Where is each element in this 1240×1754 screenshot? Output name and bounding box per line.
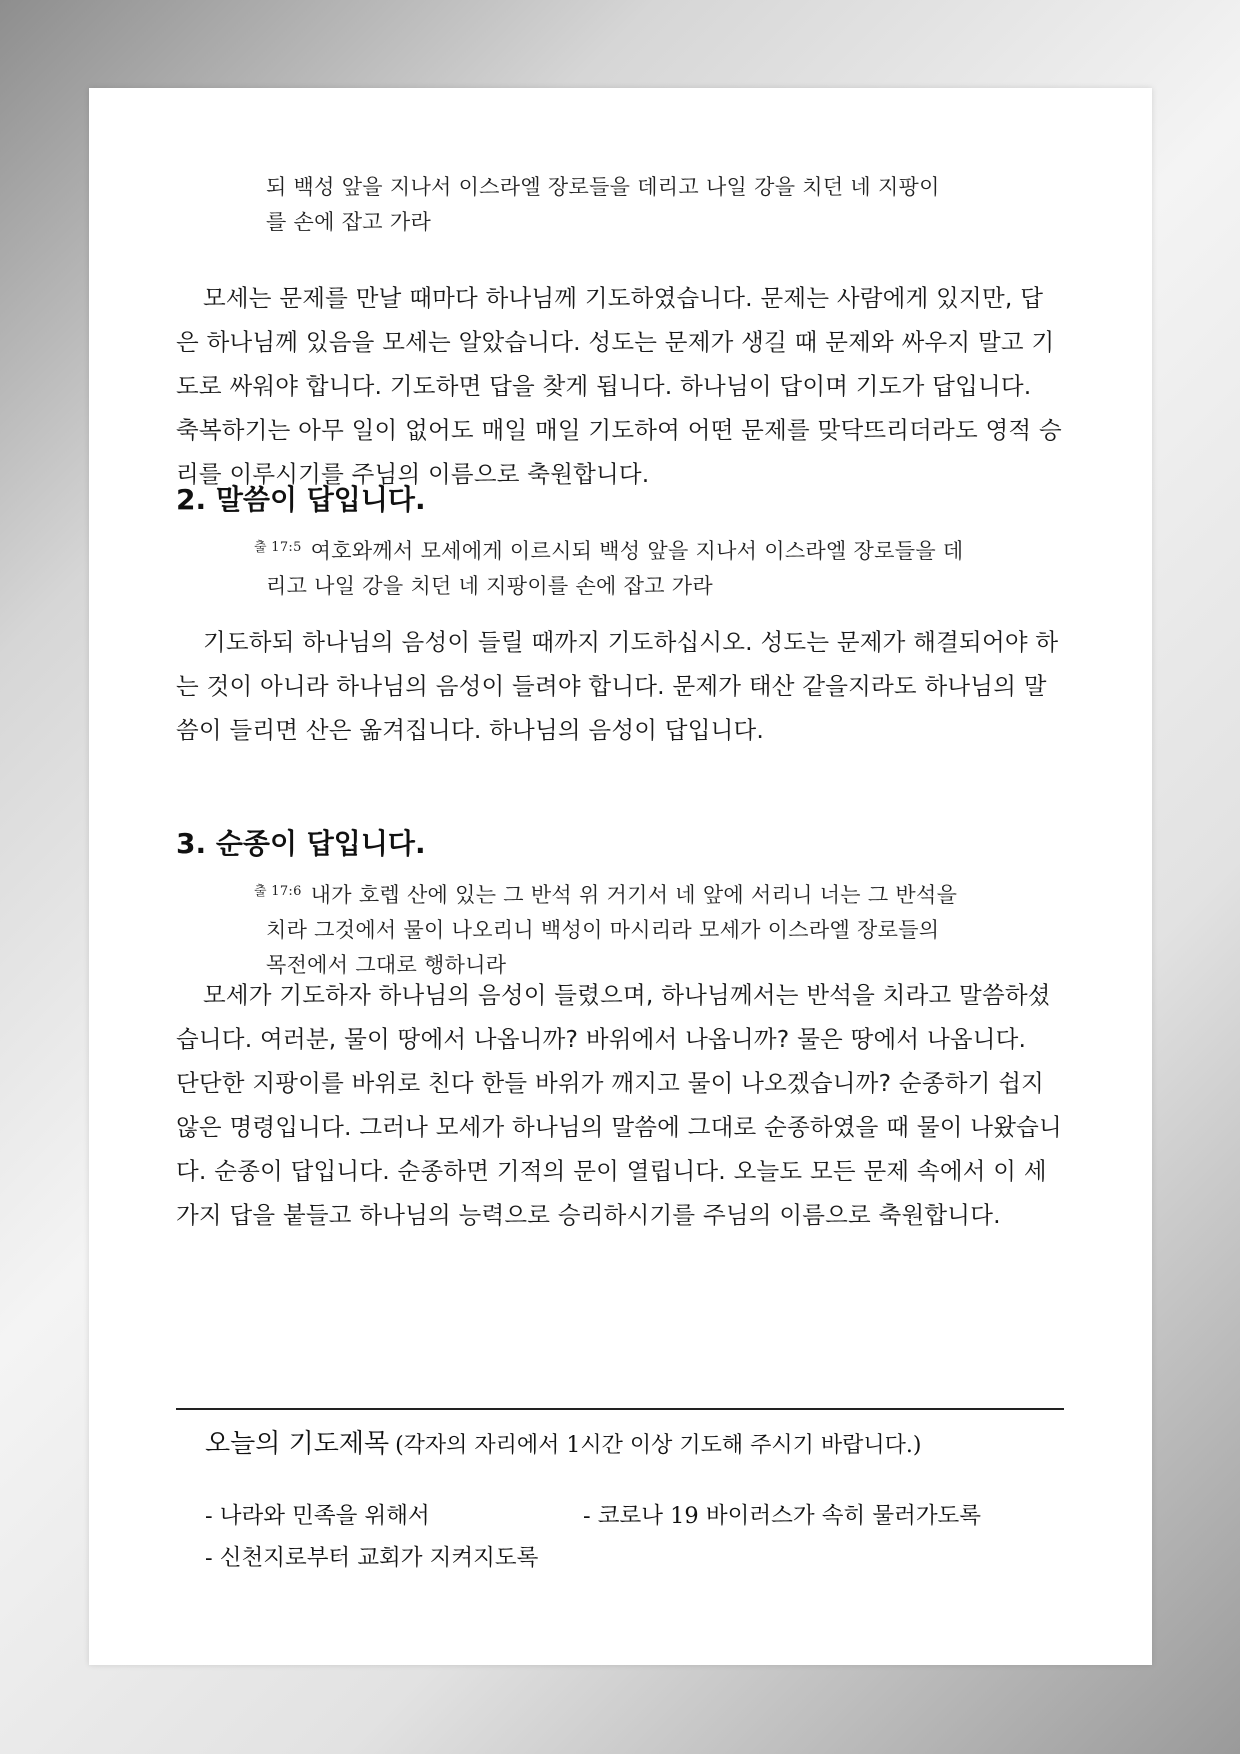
paragraph-line: 기도하되 하나님의 음성이 들릴 때까지 기도하십시오. 성도는 문제가 해결되어야 하 <box>203 628 1059 656</box>
quote-line: 목전에서 그대로 행하니라 <box>266 953 507 977</box>
paragraph-line: 도로 싸워야 합니다. 기도하면 답을 찾게 됩니다. 하나님이 답이며 기도가 답입니다. <box>176 372 1032 400</box>
prayer-topics-title <box>205 1424 922 1467</box>
paragraph-line: 리를 이루시기를 주님의 이름으로 축원합니다. <box>176 460 650 488</box>
prayer-item: - 신천지로부터 교회가 지켜지도록 <box>205 1545 539 1571</box>
scripture-quote-exodus-17-5 <box>254 530 1074 604</box>
paragraph-line: 모세는 문제를 만날 때마다 하나님께 기도하였습니다. 문제는 사람에게 있지만, 답 <box>203 284 1044 312</box>
paragraph-line: 다. 순종이 답입니다. 순종하면 기적의 문이 열립니다. 오늘도 모든 문제 속에서 이 세 <box>176 1157 1047 1185</box>
quote-line: 리고 나일 강을 치던 네 지팡이를 손에 잡고 가라 <box>266 574 713 598</box>
paragraph-line: 가지 답을 붙들고 하나님의 능력으로 승리하시기를 주님의 이름으로 축원합니다. <box>176 1201 1001 1229</box>
paragraph-line: 않은 명령입니다. 그러나 모세가 하나님의 말씀에 그대로 순종하였을 때 물이 나왔습니 <box>176 1113 1062 1141</box>
prayer-subtitle: (각자의 자리에서 1시간 이상 기도해 주시기 바랍니다.) <box>395 1433 922 1458</box>
paragraph-line: 습니다. 여러분, 물이 땅에서 나옵니까? 바위에서 나옵니까? 물은 땅에서 나옵니다. <box>176 1025 1027 1053</box>
paragraph-word-answer <box>176 620 1066 752</box>
verse-reference: 출 17:6 <box>254 884 302 899</box>
paragraph-line: 씀이 들리면 산은 옮겨집니다. 하나님의 음성이 답입니다. <box>176 716 765 744</box>
scripture-quote-exodus-17-6 <box>254 874 1074 983</box>
section-heading-3: 3. 순종이 답입니다. <box>176 827 426 860</box>
paragraph-line: 모세가 기도하자 하나님의 음성이 들렸으며, 하나님께서는 반석을 치라고 말씀하셨 <box>203 981 1051 1009</box>
paragraph-line: 축복하기는 아무 일이 없어도 매일 매일 기도하여 어떤 문제를 맞닥뜨리더라도 영적 승 <box>176 416 1062 444</box>
paragraph-line: 단단한 지팡이를 바위로 친다 한들 바위가 깨지고 물이 나오겠습니까? 순종하기 쉽지 <box>176 1069 1045 1097</box>
paragraph-prayer-answer <box>176 276 1066 496</box>
verse-reference: 출 17:5 <box>254 540 302 555</box>
section-divider <box>176 1408 1064 1410</box>
quote-line: 내가 호렙 산에 있는 그 반석 위 거기서 네 앞에 서리니 너는 그 반석을 <box>310 883 958 907</box>
document-page <box>89 88 1152 1665</box>
quote-line: 되 백성 앞을 지나서 이스라엘 장로들을 데리고 나일 강을 치던 네 지팡이 <box>266 175 940 199</box>
quote-line: 를 손에 잡고 가라 <box>266 210 432 234</box>
section-heading-2: 2. 말씀이 답입니다. <box>176 483 426 516</box>
quote-line: 여호와께서 모세에게 이르시되 백성 앞을 지나서 이스라엘 장로들을 데 <box>310 539 964 563</box>
prayer-item: - 코로나 19 바이러스가 속히 물러가도록 <box>583 1503 982 1529</box>
scripture-quote-continuation <box>266 170 1086 240</box>
paragraph-line: 는 것이 아니라 하나님의 음성이 들려야 합니다. 문제가 태산 같을지라도 하나님의 말 <box>176 672 1047 700</box>
quote-line: 치라 그것에서 물이 나오리니 백성이 마시리라 모세가 이스라엘 장로들의 <box>266 918 940 942</box>
prayer-item: - 나라와 민족을 위해서 <box>205 1503 430 1529</box>
paragraph-obedience-answer <box>176 973 1066 1237</box>
prayer-title: 오늘의 기도제목 <box>205 1429 390 1459</box>
paragraph-line: 은 하나님께 있음을 모세는 알았습니다. 성도는 문제가 생길 때 문제와 싸우지 말고 기 <box>176 328 1055 356</box>
